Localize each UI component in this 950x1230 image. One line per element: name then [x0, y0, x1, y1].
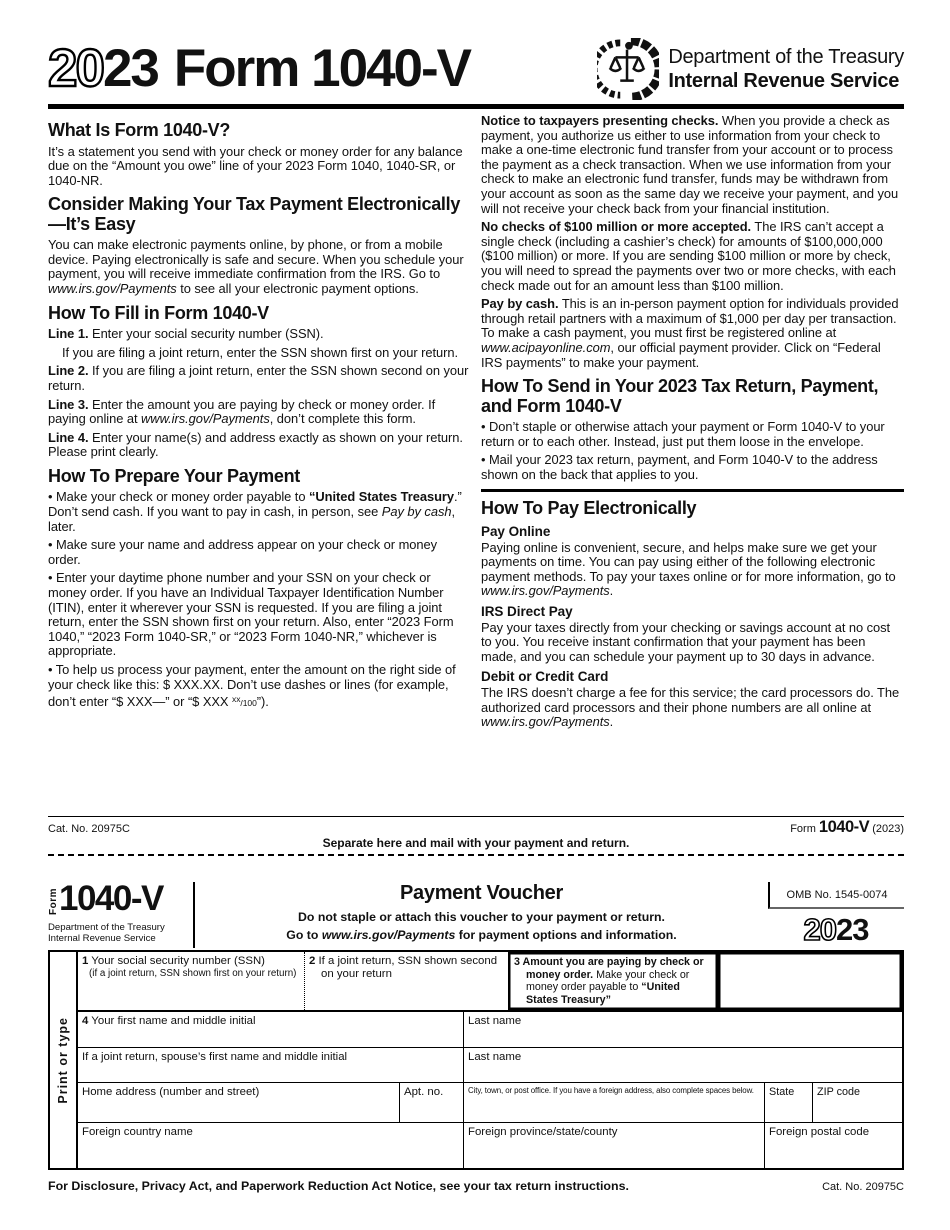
paragraph: It’s a statement you send with your check or money order for any balance due on the “Amount you owe” line of your 2023 Form 1040, 1040-SR, or 1040-NR.	[48, 143, 463, 188]
spouse-last-name-label: Last name	[468, 1051, 522, 1063]
voucher-row-5	[78, 1123, 902, 1168]
paragraph: No checks of $100 million or more accepted. The IRS can’t accept a single check (including a cashier’s check) for amounts of $100,000,000 ($100 million) or more. If you are sending $100 million or more by check, you will need to spread the payments over two or more checks, with each check made out for an amount less than $100 million.	[481, 219, 896, 293]
voucher-form-word: Form	[48, 888, 59, 915]
zip-field[interactable]	[813, 1083, 902, 1122]
form-reference	[790, 818, 904, 837]
voucher-table	[48, 950, 904, 1170]
last-name-label: Last name	[468, 1015, 522, 1027]
voucher-form-id-block	[48, 879, 195, 948]
voucher-form-number: 1040-V	[59, 879, 163, 918]
amount-label: 3 Amount you are paying by check or money order. Make your check or money order payable to “United States Treasury”	[514, 956, 704, 1006]
catalog-number-top: Cat. No. 20975C	[48, 823, 130, 835]
paragraph: Pay by cash. This is an in-person payment option for individuals provided through retail partners with a maximum of $1,000 per day per transaction. To make a cash payment, you must first be registered online at www.acipayonline.com, our official payment provider. Click on “Federal IRS payments” to make your payment.	[481, 296, 899, 370]
form-year: (2023)	[872, 823, 904, 835]
paragraph: • Make your check or money order payable to “United States Treasury.” Don’t send cash. If you want to pay in cash, in person, see Pay by cash, later.	[48, 489, 462, 534]
sub-heading: IRS Direct Pay	[481, 603, 573, 619]
section-heading: How To Prepare Your Payment	[48, 465, 300, 486]
ssn-field[interactable]	[78, 952, 305, 1010]
apt-no-field[interactable]	[400, 1083, 464, 1122]
spouse-last-name-field[interactable]	[464, 1048, 902, 1082]
form-number: 1040-V	[818, 818, 870, 836]
dept-line-1: Department of the Treasury	[668, 46, 904, 68]
state-field[interactable]	[765, 1083, 813, 1122]
paragraph: Line 3. Enter the amount you are paying by check or money order. If paying online at www.irs.gov/Payments, don’t complete this form.	[48, 396, 436, 427]
omb-year-block	[768, 882, 904, 948]
voucher-rows	[78, 952, 902, 1168]
voucher-header	[48, 879, 904, 948]
agency-block	[597, 38, 904, 100]
voucher-instruction-1: Do not staple or attach this voucher to your payment or return.	[298, 910, 665, 924]
page-header	[48, 38, 904, 100]
separate-here-instruction: Separate here and mail with your payment and return.	[322, 836, 630, 850]
paragraph: Line 4. Enter your name(s) and address exactly as shown on your return. Please print clearly.	[48, 429, 463, 460]
separator-row	[48, 818, 904, 837]
paragraph: Pay your taxes directly from your checking or savings account at no cost to you. You receive instant confirmation that your payment has been made, and you can schedule your payment up to 30 days in advance.	[481, 619, 891, 664]
spouse-first-name-field[interactable]	[78, 1048, 464, 1082]
paragraph: You can make electronic payments online, by phone, or from a mobile device. Paying electronically is safe and secure. When you schedule your payment, you will receive immediate confirmation from the IRS. Go to www.irs.gov/Payments to see all your electronic payment options.	[48, 237, 464, 297]
voucher-footer	[48, 1179, 904, 1193]
voucher-year	[768, 909, 904, 948]
paragraph: • Enter your daytime phone number and your SSN on your check or money order. If you have an Individual Taxpayer Identification Number (ITIN), enter it wherever your SSN is requested. If you are filing a joint return, enter the SSN shown first on your return. Also, enter “2023 Form 1040,” “2023 Form 1040-SR,” or “2023 Form 1040-NR,” whichever is appropriate.	[48, 570, 454, 659]
foreign-country-label: Foreign country name	[82, 1126, 193, 1138]
paragraph: Paying online is convenient, secure, and helps make sure we get your payments on time. You can pay using either of the following electronic payment methods. To pay your taxes online or for more information, go to www.irs.gov/Payments.	[481, 539, 896, 599]
voucher-instruction-2: Go to www.irs.gov/Payments for payment options and information.	[286, 928, 677, 942]
first-name-label: 4 Your first name and middle initial	[82, 1015, 256, 1027]
header-rule	[48, 104, 904, 109]
instructions-right-column	[481, 114, 904, 814]
voucher-dept-line-1: Department of the Treasury	[48, 922, 165, 933]
ssn-label-note: (if a joint return, SSN shown first on your return)	[89, 968, 297, 979]
year-outline: 20	[48, 39, 103, 98]
cut-line	[48, 854, 904, 856]
instructions-left-column	[48, 114, 471, 814]
paragraph: The IRS doesn’t charge a fee for this service; the card processors do. The authorized card processors and their phone numbers are all online at www.irs.gov/Payments.	[481, 684, 900, 730]
amount-label-box	[508, 952, 718, 1010]
page-title	[48, 40, 470, 98]
foreign-postal-field[interactable]	[765, 1123, 902, 1168]
catalog-number-bottom: Cat. No. 20975C	[822, 1181, 904, 1193]
voucher-year-bold: 23	[836, 912, 869, 947]
city-field[interactable]	[464, 1083, 765, 1122]
foreign-country-field[interactable]	[78, 1123, 464, 1168]
voucher-title-block	[195, 882, 768, 948]
voucher-row-4	[78, 1083, 902, 1123]
section-heading: What Is Form 1040-V?	[48, 120, 231, 140]
spouse-first-name-label: If a joint return, spouse’s first name and middle initial	[82, 1051, 348, 1063]
voucher-year-outline: 20	[803, 912, 836, 947]
paragraph: Line 2. If you are filing a joint return, enter the SSN shown second on your return.	[48, 363, 469, 393]
city-label: City, town, or post office. If you have a foreign address, also complete spaces below.	[468, 1086, 754, 1095]
voucher-title: Payment Voucher	[400, 882, 563, 904]
section-heading: How To Pay Electronically	[481, 498, 697, 519]
last-name-field[interactable]	[464, 1012, 902, 1047]
home-address-label: Home address (number and street)	[82, 1086, 260, 1098]
first-name-field[interactable]	[78, 1012, 464, 1047]
separator-rule	[48, 816, 904, 817]
omb-number: OMB No. 1545-0074	[768, 882, 904, 909]
paragraph: • Mail your 2023 tax return, payment, and Form 1040-V to the address shown on the back that applies to you.	[481, 452, 878, 482]
amount-field[interactable]	[718, 952, 902, 1010]
state-label: State	[769, 1086, 795, 1098]
spouse-ssn-field[interactable]	[305, 952, 508, 1010]
sub-heading: Debit or Credit Card	[481, 669, 609, 685]
paragraph: • Make sure your name and address appear on your check or money order.	[48, 537, 438, 567]
ssn-label: 1 Your social security number (SSN)	[82, 955, 265, 967]
apt-no-label: Apt. no.	[404, 1086, 444, 1098]
foreign-postal-label: Foreign postal code	[769, 1126, 870, 1138]
zip-label: ZIP code	[817, 1086, 861, 1098]
form-word: Form	[790, 823, 816, 835]
spouse-ssn-label: 2 If a joint return, SSN shown second on your return	[309, 955, 498, 980]
paragraph: Notice to taxpayers presenting checks. When you provide a check as payment, you authorize us either to use information from your check to make a one-time electronic fund transfer from your account or to process the payment as a check transaction. When we use information from your check to make an electronic fund transfer, funds may be withdrawn from your account as soon as the same day we receive your payment, and you will not receive your check back from your financial institution.	[481, 114, 899, 216]
paragraph: • Don’t staple or otherwise attach your payment or Form 1040-V to your return or to each other. Instead, just put them loose in the envelope.	[481, 419, 885, 449]
divider-rule	[481, 489, 904, 492]
paragraph: If you are filing a joint return, enter the SSN shown first on your return.	[62, 344, 459, 360]
foreign-province-field[interactable]	[464, 1123, 765, 1168]
instructions	[48, 114, 904, 814]
voucher-agency-lines	[48, 922, 193, 944]
dept-line-2: Internal Revenue Service	[668, 70, 900, 92]
print-or-type-label	[50, 952, 78, 1168]
print-or-type-text: Print or type	[56, 1016, 70, 1104]
department-lines	[668, 45, 904, 93]
year-bold: 23	[102, 39, 158, 98]
sub-heading: Pay Online	[481, 523, 551, 539]
home-address-field[interactable]	[78, 1083, 400, 1122]
section-heading: How To Fill in Form 1040-V	[48, 302, 269, 323]
voucher-row-2	[78, 1012, 902, 1048]
voucher-row-3	[78, 1048, 902, 1083]
voucher-dept-line-2: Internal Revenue Service	[48, 933, 156, 944]
paragraph: • To help us process your payment, enter the amount on the right side of your check like this: $ XXX.XX. Don’t use dashes or lines (for example, don’t enter “$ XXX—” or “$ XXX $^{xx}$/100”).	[48, 661, 456, 710]
voucher-row-1	[78, 952, 902, 1012]
section-heading: Consider Making Your Tax Payment Electronically—It’s Easy	[48, 194, 461, 234]
irs-eagle-logo	[597, 38, 659, 100]
section-heading: How To Send in Your 2023 Tax Return, Payment, and Form 1040-V	[481, 376, 879, 416]
form-title: Form 1040-V	[173, 39, 471, 98]
paragraph: Line 1. Enter your social security number (SSN).	[48, 326, 324, 342]
foreign-province-label: Foreign province/state/county	[468, 1126, 618, 1138]
disclosure-notice: For Disclosure, Privacy Act, and Paperwork Reduction Act Notice, see your tax return instructions.	[48, 1179, 629, 1193]
